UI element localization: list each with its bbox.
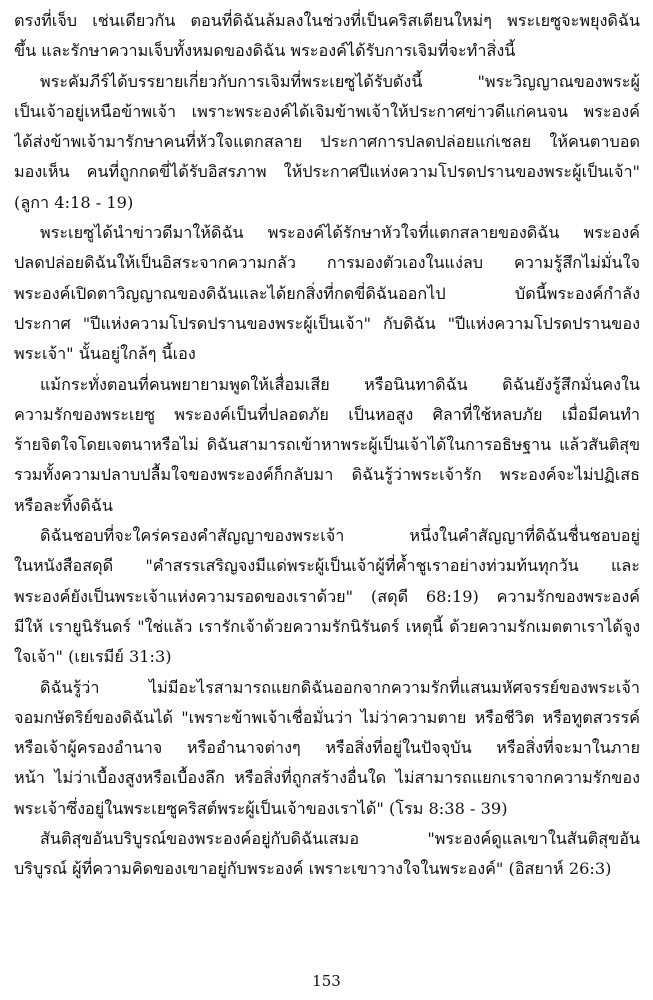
text-line-23: ดิฉันรู้ว่า ไม่มีอะไรสามารถแยกดิฉันออกจากความรักที่แสนมหัศจรรย์ของพระเจ้า xyxy=(40,677,640,697)
text-line-11: ประกาศ "ปีแห่งความโปรดปรานของพระผู้เป็นเจ้า" กับดิฉัน "ปีแห่งความโปรดปรานของ xyxy=(14,313,640,333)
text-line-16: รวมทั้งความปลาบปลื้มใจของพระองค์ก็กลับมา ดิฉันรู้ว่าพระเจ้ารัก พระองค์จะไม่ปฏิเสธ xyxy=(14,465,640,485)
text-line-12: พระเจ้า" นั้นอยู่ใกล้ๆ นี้เอง xyxy=(14,344,196,364)
text-line-24: จอมกษัตริย์ของดิฉันได้ "เพราะข้าพเจ้าเชื่อมั่นว่า ไม่ว่าความตาย หรือชีวิต หรือทูตสวรรค์ xyxy=(14,707,640,727)
text-line-21: มีให้ เรายูนิรันดร์ "ใช่แล้ว เรารักเจ้าด้วยความรักนิรันดร์ เหตุนี้ ด้วยความรักเมตตาเราได้จูง xyxy=(14,616,640,636)
text-line-13: แม้กระทั่งตอนที่คนพยายามพูดให้เสื่อมเสีย หรือนินทาดิฉัน ดิฉันยังรู้สึกมั่นคงใน xyxy=(40,374,640,394)
text-line-4: เป็นเจ้าอยู่เหนือข้าพเจ้า เพราะพระองค์ได้เจิมข้าพเจ้าให้ประกาศข่าวดีแก่คนจน พระองค์ xyxy=(14,101,640,121)
text-line-2: ขึ้น และรักษาความเจ็บทั้งหมดของดิฉัน พระองค์ได้รับการเจิมที่จะทำสิ่งนี้ xyxy=(14,41,516,61)
text-line-22: ใจเจ้า" (เยเรมีย์ 31:3) xyxy=(14,647,172,667)
text-line-25: หรือเจ้าผู้ครองอำนาจ หรืออำนาจต่างๆ หรือสิ่งที่อยู่ในปัจจุบัน หรือสิ่งที่จะมาในภาย xyxy=(14,738,640,758)
text-line-9: ปลดปล่อยดิฉันให้เป็นอิสระจากความกลัว การมองตัวเองในแง่ลบ ความรู้สึกไม่มั่นใจ xyxy=(14,253,640,273)
page-number: 153 xyxy=(312,972,341,990)
text-line-15: ร้ายจิตใจโดยเจตนาหรือไม่ ดิฉันสามารถเข้าหาพระผู้เป็นเจ้าได้ในการอธิษฐาน แล้วสันติสุข xyxy=(14,435,640,455)
text-line-5: ได้ส่งข้าพเจ้ามารักษาคนที่หัวใจแตกสลาย ประกาศการปลดปล่อยแก่เชลย ให้คนตาบอด xyxy=(14,132,640,152)
text-line-7: (ลูกา 4:18 - 19) xyxy=(14,192,134,212)
text-line-1: ตรงที่เจ็บ เช่นเดียวกัน ตอนที่ดิฉันล้มลงในช่วงที่เป็นคริสเตียนใหม่ๆ พระเยซูจะพยุงดิฉัน xyxy=(14,11,640,30)
text-line-26: หน้า ไม่ว่าเบื้องสูงหรือเบื้องลึก หรือสิ่งที่ถูกสร้างอื่นใด ไม่สามารถแยกเราจากความรักของ xyxy=(14,768,640,788)
text-line-18: ดิฉันชอบที่จะใคร่ครองคำสัญญาของพระเจ้า หนึ่งในคำสัญญาที่ดิฉันชื่นชอบอยู่ xyxy=(40,526,640,546)
text-line-6: มองเห็น คนที่ถูกกดขี่ได้รับอิสรภาพ ให้ประกาศปีแห่งความโปรดปรานของพระผู้เป็นเจ้า" xyxy=(14,162,640,182)
text-line-8: พระเยซูได้นำข่าวดีมาให้ดิฉัน พระองค์ได้รักษาหัวใจที่แตกสลายของดิฉัน พระองค์ xyxy=(40,223,640,243)
text-line-3: พระคัมภีร์ได้บรรยายเกี่ยวกับการเจิมที่พระเยซูได้รับดังนี้ "พระวิญญาณของพระผู้ xyxy=(40,71,640,91)
text-line-29: บริบูรณ์ ผู้ที่ความคิดของเขาอยู่กับพระองค์ เพราะเขาวางใจในพระองค์" (อิสยาห์ 26:3) xyxy=(14,859,612,879)
text-line-17: หรือละทิ้งดิฉัน xyxy=(14,495,113,515)
text-line-27: พระเจ้าซึ่งอยู่ในพระเยซูคริสต์พระผู้เป็นเจ้าของเราได้" (โรม 8:38 - 39) xyxy=(14,798,508,818)
document-page xyxy=(14,6,640,885)
text-line-28: สันติสุขอันบริบูรณ์ของพระองค์อยู่กับดิฉันเสมอ "พระองค์ดูแลเขาในสันติสุขอัน xyxy=(40,829,640,849)
text-line-14: ความรักของพระเยซู พระองค์เป็นที่ปลอดภัย เป็นหอสูง ศิลาที่ใช้หลบภัย เมื่อมีคนทำ xyxy=(14,404,640,424)
text-line-20: พระองค์ยังเป็นพระเจ้าแห่งความรอดของเราด้วย" (สดุดี 68:19) ความรักของพระองค์ xyxy=(14,586,640,606)
text-line-19: ในหนังสือสดุดี "คำสรรเสริญจงมีแด่พระผู้เป็นเจ้าผู้ที่ค้ำชูเราอย่างท่วมท้นทุกวัน และ xyxy=(14,556,640,576)
text-line-10: พระองค์เปิดตาวิญญาณของดิฉันและได้ยกสิ่งที่กดขี่ดิฉันออกไป บัดนี้พระองค์กำลัง xyxy=(14,283,640,303)
